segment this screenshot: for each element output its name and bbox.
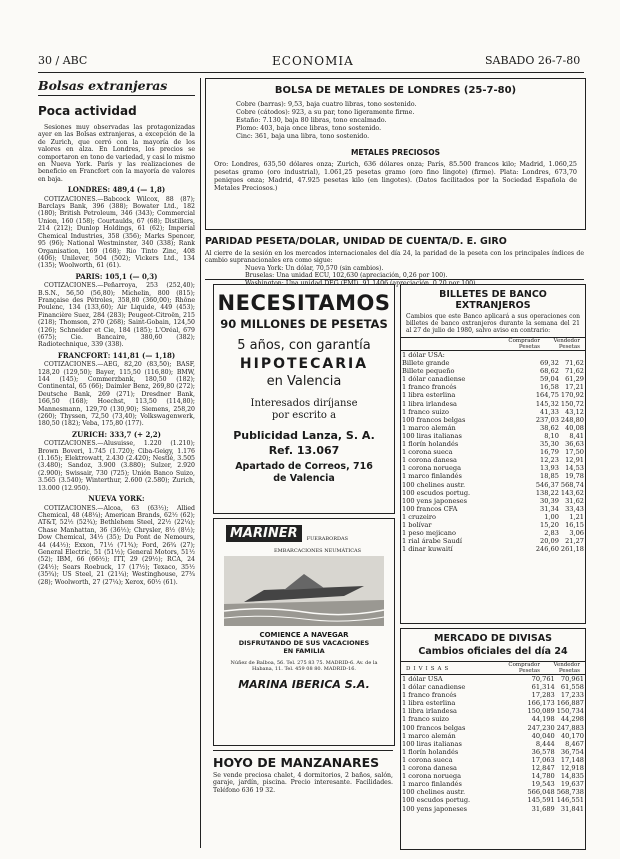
table-row — [401, 456, 585, 464]
cell-label: 100 francos belgas — [402, 723, 466, 732]
cell-buy: 13,93 — [540, 464, 559, 473]
ad-title-2: 90 MILLONES DE PESETAS — [220, 317, 388, 331]
billetes-title-1: BILLETES DE BANCO — [439, 289, 547, 300]
cell-sell: 17,148 — [560, 755, 584, 764]
bolsas-kicker: Bolsas extranjeras — [38, 78, 195, 96]
mariner-ad — [213, 518, 395, 746]
table-row — [401, 359, 585, 367]
cell-sell: 247,883 — [556, 723, 584, 732]
billetes-title-2: EXTRANJEROS — [455, 300, 531, 311]
cell-buy: 145,32 — [535, 399, 559, 408]
ad-line-6: Interesados diríjanse — [250, 398, 358, 409]
billetes-text: Cambios que este Banco aplicará a sus operaciones con billetes de banco extranjeros durante la semana del 21 al 27 de julio de 1980, salvo aviso en contrario: — [406, 313, 580, 334]
billetes-col-sell: Vendedor — [553, 338, 580, 344]
cell-label: 100 chelines austr. — [402, 480, 466, 489]
table-row — [401, 545, 585, 553]
cell-buy: 30,39 — [540, 496, 559, 505]
cell-label: 1 florín holandés — [402, 747, 459, 756]
cell-label: 100 escudos portug. — [402, 488, 471, 497]
cell-sell: 261,18 — [560, 545, 584, 554]
cell-sell: 61,29 — [565, 375, 584, 384]
cell-buy: 145,591 — [527, 796, 555, 805]
cell-sell: 31,841 — [560, 804, 584, 813]
table-row — [401, 529, 585, 537]
cell-buy: 38,62 — [540, 423, 559, 432]
cell-label: 1 peso mejicano — [402, 529, 457, 538]
cell-sell: 150,72 — [560, 399, 584, 408]
table-row — [401, 691, 585, 699]
metales-title: BOLSA DE METALES DE LONDRES (25-7-80) — [274, 85, 517, 96]
paridad-item: Nueva York: Un dólar, 70,570 (sin cambios). — [245, 264, 384, 272]
cell-label: 100 liras italianas — [402, 431, 462, 440]
paridad-item: Bruselas: Una unidad ECU, 102,630 (apreciación, 0,26 por 100). — [245, 272, 448, 280]
cell-label: 100 escudos portug. — [402, 796, 471, 805]
table-row — [401, 537, 585, 545]
table-row — [401, 780, 585, 788]
cell-sell: 19,78 — [565, 472, 584, 481]
table-row — [401, 740, 585, 748]
table-row — [401, 408, 585, 416]
cell-label: 1 dólar USA — [402, 675, 443, 683]
cell-buy: 166,173 — [527, 699, 555, 708]
hoyo-block — [213, 750, 393, 849]
cell-label: 1 libra esterlina — [402, 391, 456, 400]
cell-buy: 164,75 — [535, 391, 559, 400]
cell-sell: 36,63 — [565, 440, 584, 449]
table-row — [401, 505, 585, 513]
cell-sell: 143,62 — [560, 488, 584, 497]
billetes-box — [400, 284, 586, 624]
cell-sell: 568,738 — [556, 788, 584, 797]
table-row — [401, 748, 585, 756]
cell-buy: 20,09 — [540, 537, 559, 546]
cell-buy: 546,37 — [535, 480, 559, 489]
paridad-rule — [205, 279, 584, 280]
billetes-unit: Pesetas — [518, 344, 540, 350]
ad-line-3: 5 años, con garantía — [237, 338, 371, 353]
cell-sell: 40,08 — [565, 423, 584, 432]
cell-label: 100 yens japoneses — [402, 496, 468, 505]
cell-label: 1 libra irlandesa — [402, 399, 457, 408]
cell-buy: 566,048 — [527, 788, 555, 797]
paridad-block — [205, 236, 584, 280]
cell-label: 100 francos CFA — [402, 504, 458, 513]
table-row — [401, 497, 585, 505]
cell-buy: 14,780 — [531, 772, 555, 781]
paris-head: PARIS: 105,1 (— 0,3) — [75, 271, 158, 281]
cell-buy: 8,444 — [535, 739, 555, 748]
cell-label: 1 corona danesa — [402, 456, 457, 465]
cell-sell: 12,918 — [560, 764, 584, 773]
cell-label: 1 corona noruega — [402, 772, 462, 781]
marina-iberica-logo: MARINA IBERICA S.A. — [238, 678, 370, 691]
ad-line-5: en Valencia — [266, 374, 342, 389]
metal-line: Estaño: 7.130, baja 80 libras, tono encalmado. — [236, 116, 387, 124]
cell-buy: 237,03 — [535, 415, 559, 424]
cell-buy: 41,33 — [540, 407, 559, 416]
cell-label: 1 rial árabe Saudí — [402, 537, 462, 546]
cell-buy: 12,847 — [531, 764, 555, 773]
table-row — [401, 796, 585, 804]
table-row — [401, 715, 585, 723]
cell-label: 1 franco suizo — [402, 407, 450, 416]
mariner-line-1: EMBARCACIONES NEUMÁTICAS — [274, 548, 362, 554]
table-row — [401, 351, 585, 359]
cell-label: 1 franco francés — [402, 383, 457, 392]
cell-sell: 61,558 — [560, 683, 584, 692]
bolsas-title: Poca actividad — [38, 104, 137, 118]
ad-line-4: HIPOTECARIA — [239, 356, 369, 372]
divisas-col-buy: Comprador — [508, 662, 540, 668]
cell-sell: 40,170 — [560, 731, 584, 740]
hoyo-text: Se vende preciosa chalet, 4 dormitorios, 2 baños, salón, garaje, jardín, piscina. Precio interesante. Facilidades. Teléfono 636 19 32. — [213, 772, 393, 794]
cell-sell: 17,233 — [560, 691, 584, 700]
cell-buy: 69,32 — [540, 359, 559, 368]
table-row — [401, 481, 585, 489]
cell-buy: 17,283 — [531, 691, 555, 700]
paridad-title: PARIDAD PESETA/DOLAR, UNIDAD DE CUENTA/D. E. GIRO — [205, 236, 507, 247]
zurich-body: COTIZACIONES.—Alusuisse, 1.220 (1.210); Brown Boveri, 1.745 (1.720); Ciba-Geigy, 1.176 (1.165); Elektrowatt, 2.430 (2.420); Nestlé, 3.505 (3.480); Sandoz, 3.900 (3.880); Sulzer, 2.920 (2.900); Swissair, 730 (725); Unión Banco Suizo, 3.565 (3.540); Winterthur, 2.600 (2.580); Zurich, 13.000 (12.950). — [38, 440, 195, 492]
cell-sell: 170,92 — [560, 391, 584, 400]
cell-label: 1 corona sueca — [402, 448, 453, 457]
billetes-unit: Pesetas — [558, 344, 580, 350]
cell-buy: 59,04 — [540, 375, 559, 384]
cell-buy: 40,040 — [531, 731, 555, 740]
table-row — [401, 367, 585, 375]
cell-label: 1 franco suizo — [402, 715, 450, 724]
cell-buy: 138,22 — [535, 488, 559, 497]
table-row — [401, 805, 585, 813]
cell-buy: 16,58 — [540, 383, 559, 392]
ad-title-1: NECESITAMOS — [217, 291, 391, 315]
newyork-body: COTIZACIONES.—Alcoa, 63 (63½); Allied Chemical, 48 (48¼); American Brands, 62½ (62); AT&T, 52½ (52¾); Bethlehem Steel, 22½ (22¼); Chase Manhattan, 36 (36½); Chrysler, 8½ (8½); Dow Chemical, 34½ (35); Du Pont de Nemours, 44 (44½); Exxon, 71½ (71¾); Ford, 26¾ (27); General Electric, 51 (51½); General Motors, 51½ (52); IBM, 66 (66½); ITT, 29 (29½); RCA, 24 (24½); Sears Roebuck, 17 (17½); Texaco, 35½ (35¾); US Steel, 21 (21¼); Westinghouse, 27¾ (28); Woolworth, 27 (27¼); Xerox, 60½ (61). — [38, 504, 195, 586]
cell-sell: 248,80 — [560, 415, 584, 424]
table-row — [401, 707, 585, 715]
billetes-col-buy: Comprador — [508, 338, 540, 344]
table-row — [401, 464, 585, 472]
cell-buy: 246,60 — [535, 545, 559, 554]
cell-buy: 12,23 — [540, 456, 559, 465]
cell-sell: 150,734 — [556, 707, 584, 716]
cell-label: 1 marco finlandés — [402, 472, 462, 481]
cell-label: 1 marco finlandés — [402, 780, 462, 789]
section-title: ECONOMIA — [272, 54, 354, 68]
paridad-text: Al cierre de la sesión en los mercados internacionales del día 24, la paridad de la peseta con los principales índices de cambio supranacionales era como sigue: — [205, 250, 584, 265]
mariner-logo: MARINER — [226, 525, 302, 542]
mariner-slogan-1: COMIENCE A NAVEGAR — [259, 631, 349, 639]
cell-label: 100 yens japoneses — [402, 804, 468, 813]
cell-sell: 8,41 — [569, 431, 584, 440]
cell-sell: 33,43 — [565, 504, 584, 513]
cell-label: 1 franco francés — [402, 691, 457, 700]
cell-sell: 71,62 — [565, 367, 584, 376]
cell-sell: 17,21 — [565, 383, 584, 392]
cell-sell: 70,961 — [560, 675, 584, 683]
table-row — [401, 489, 585, 497]
cell-buy: 1,00 — [544, 512, 559, 521]
cell-buy: 2,83 — [544, 529, 559, 538]
boat-photo — [224, 556, 384, 626]
cell-buy: 18,85 — [540, 472, 559, 481]
cell-buy: 44,198 — [531, 715, 555, 724]
table-row — [401, 788, 585, 796]
table-row — [401, 400, 585, 408]
cell-sell: 1,21 — [569, 512, 584, 521]
divisas-table — [401, 675, 585, 813]
bolsas-column — [38, 78, 195, 848]
cell-buy: 35,30 — [540, 440, 559, 449]
cell-label: 100 chelines austr. — [402, 788, 466, 797]
cell-buy: 17,063 — [531, 755, 555, 764]
hoyo-title: HOYO DE MANZANARES — [213, 755, 380, 770]
cell-label: 1 libra irlandesa — [402, 707, 457, 716]
cell-sell — [560, 351, 585, 359]
newyork-head: NUEVA YORK: — [88, 494, 145, 504]
cell-sell: 14,53 — [565, 464, 584, 473]
cell-buy: 36,578 — [531, 747, 555, 756]
frankfurt-head: FRANCFORT: 141,81 (— 1,18) — [57, 350, 176, 360]
table-row — [401, 724, 585, 732]
header-rule — [38, 72, 584, 73]
page-number: 30 / ABC — [38, 54, 88, 67]
divisas-col-head: DIVISAS — [406, 666, 452, 672]
divisas-unit: Pesetas — [518, 668, 540, 674]
cell-sell: 3,06 — [569, 529, 584, 538]
cell-label: 1 corona noruega — [402, 464, 462, 473]
table-row — [401, 472, 585, 480]
divisas-title: MERCADO DE DIVISAS — [434, 633, 552, 644]
preciosos-text: Oro: Londres, 635,50 dólares onza; Zurich, 636 dólares onza; París, 85.500 francos kilo; Madrid, 1.060,25 pesetas gramo (oro industrial), 1.061,25 pesetas gramo (oro fino lingote) (firme). Plata: Londres, 673,70 peniques onza; Madrid, 47.925 pesetas kilo (en lingotes). (Datos facilitados por la Sociedad Española de Metales Preciosos.) — [214, 160, 577, 192]
cell-buy: 16,79 — [540, 448, 559, 457]
divisas-subtitle: Cambios oficiales del día 24 — [418, 646, 568, 657]
cell-label: 1 corona danesa — [402, 764, 457, 773]
metal-line: Cobre (cátodos): 923, a su par, tono ligeramente firme. — [236, 108, 415, 116]
cell-sell: 8,467 — [565, 739, 584, 748]
ad-line-7: por escrito a — [271, 410, 337, 421]
cell-sell: 43,12 — [565, 407, 584, 416]
cell-label: 1 marco alemán — [402, 731, 456, 740]
table-row — [401, 772, 585, 780]
cell-buy: 68,62 — [540, 367, 559, 376]
table-row — [401, 513, 585, 521]
london-body: COTIZACIONES.—Babcock Wilcox, 88 (87); Barclays Bank, 396 (388); Bowater Ltd., 182 (180); British Petroleum, 346 (343); Commercial Union, 160 (158); Courtaulds, 67 (68); Distillers, 214 (212); Dunlop Holdings, 61 (62); Imperial Chemical Industries, 358 (356); Marks Spencer, 95 (96); National Westminster, 340 (338); Rank Organisation, 169 (168); Rio Tinto Zinc, 408 (406); Unilever, 504 (502); Vickers Ltd., 134 (135); Woolworth, 61 (61). — [38, 195, 195, 270]
table-row — [401, 683, 585, 691]
zurich-head: ZURICH: 333,7 (+ 2,2) — [72, 429, 161, 439]
cell-buy: 19,543 — [531, 780, 555, 789]
cell-sell: 17,50 — [565, 448, 584, 457]
cell-sell: 71,62 — [565, 359, 584, 368]
cell-sell: 31,62 — [565, 496, 584, 505]
preciosos-title: METALES PRECIOSOS — [350, 148, 441, 157]
cell-label: 1 dólar canadiense — [402, 375, 466, 384]
table-row — [401, 375, 585, 383]
column-divider — [200, 78, 201, 848]
mariner-sub: FUERABORDAS — [306, 536, 349, 542]
cell-label: Billete grande — [402, 359, 450, 368]
table-row — [401, 699, 585, 707]
cell-label: 1 florín holandés — [402, 440, 459, 449]
billetes-table — [401, 351, 585, 553]
cell-buy — [535, 351, 560, 359]
cell-buy: 15,20 — [540, 520, 559, 529]
table-row — [401, 440, 585, 448]
table-row — [401, 521, 585, 529]
cell-sell: 166,887 — [556, 699, 584, 708]
divisas-col-sell: Vendedor — [553, 662, 580, 668]
mariner-slogan-3: EN FAMILIA — [283, 647, 325, 655]
table-row — [401, 448, 585, 456]
cell-buy: 8,10 — [544, 431, 559, 440]
ad-line-10: Apartado de Correos, 716 — [235, 461, 373, 472]
cell-label: 1 bolívar — [402, 520, 432, 529]
divisas-unit: Pesetas — [558, 668, 580, 674]
cell-label: 1 cruzeiro — [402, 512, 436, 521]
table-row — [401, 764, 585, 772]
table-row — [401, 416, 585, 424]
cell-sell: 12,91 — [565, 456, 584, 465]
bolsas-intro: Sesiones muy observadas las protagonizadas ayer en las Bolsas extranjeras, a excepción de la de Zurich, que cerró con la mayoría de los valores en alza. En Londres, los precios se comportaron en tono de variedad, y casi lo mismo en Nueva York. París y las realizaciones de beneficio en Francfort con la mayoría de valores en baja. — [38, 124, 195, 183]
cell-sell: 44,298 — [560, 715, 584, 724]
cell-buy: 150,089 — [527, 707, 555, 716]
cell-label: 1 dólar USA: — [402, 351, 445, 359]
cell-sell: 568,74 — [560, 480, 584, 489]
metal-line: Cobre (barras): 9,53, baja cuatro libras, tono sostenido. — [236, 100, 417, 108]
paris-body: COTIZACIONES.—Peñarroya, 253 (252,40); B.S.N., 56,50 (56,80); Michelin, 800 (815); Française des Pétroles, 358,80 (360,00); Rhône Poulenc, 134 (133,60); Air Liquide, 449 (453); Financière Suez, 284 (283); Peugeot-Citroën, 215 (218); Thomson, 270 (268); Saint-Gobain, 124,50 (126); Schneider et Cie, 184 (185); L'Oréal, 679 (675); Cie. Bancaire, 380,60 (382); Radiotechnique, 339 (338). — [38, 282, 195, 349]
table-row — [401, 383, 585, 391]
metales-box — [205, 78, 586, 230]
cell-buy: 70,761 — [531, 675, 555, 683]
frankfurt-body: COTIZACIONES.—AEG, 82,20 (83,50); BASF, 128,20 (129,50); Bayer, 115,50 (116,80); BMW, 144 (145); Commerzbank, 180,50 (182); Continental, 65 (66); Daimler Benz, 269,80 (272); Deutsche Bank, 269 (271); Dresdner Bank, 166,50 (168); Hoechst, 113,50 (114,80); Mannesmann, 129,70 (130,90); Siemens, 258,20 (260); Thyssen, 72,50 (73,40); Volkswagenwerk, 180,50 (182); Veba, 175,80 (177). — [38, 361, 195, 428]
ad-line-11: de Valencia — [273, 473, 335, 484]
metal-line: Plomo: 403, baja once libras, tono sostenido. — [236, 124, 382, 132]
cell-label: 1 corona sueca — [402, 755, 453, 764]
cell-buy: 31,689 — [531, 804, 555, 813]
cell-buy: 247,230 — [527, 723, 555, 732]
lanza-ad — [213, 284, 395, 514]
table-row — [401, 732, 585, 740]
cell-label: Billete pequeño — [402, 367, 455, 376]
issue-date: SABADO 26-7-80 — [485, 54, 581, 67]
table-row — [401, 675, 585, 683]
cell-label: 1 dólar canadiense — [402, 683, 466, 692]
cell-sell: 21,27 — [565, 537, 584, 546]
ad-line-9: Ref. 13.067 — [268, 444, 340, 457]
cell-label: 100 francos belgas — [402, 415, 466, 424]
table-row — [401, 391, 585, 399]
cell-sell: 36,754 — [560, 747, 584, 756]
mariner-address: Núñez de Balboa, 56. Tel. 275 83 75. MADRID-6. Av. de la Habana, 11. Tel. 459 08 80. MADRID-16. — [230, 660, 378, 672]
mariner-slogan-2: DISFRUTANDO DE SUS VACACIONES — [238, 639, 370, 647]
cell-label: 1 marco alemán — [402, 423, 456, 432]
table-row — [401, 756, 585, 764]
cell-label: 1 dinar kuwaití — [402, 545, 453, 554]
divisas-box — [400, 628, 586, 850]
cell-sell: 16,15 — [565, 520, 584, 529]
cell-label: 1 libra esterlina — [402, 699, 456, 708]
table-row — [401, 432, 585, 440]
table-row — [401, 424, 585, 432]
cell-buy: 61,314 — [531, 683, 555, 692]
cell-sell: 19,637 — [560, 780, 584, 789]
london-head: LONDRES: 489,4 (— 1,8) — [67, 185, 166, 195]
cell-buy: 31,34 — [540, 504, 559, 513]
cell-label: 100 liras italianas — [402, 739, 462, 748]
cell-sell: 14,835 — [560, 772, 584, 781]
ad-line-8: Publicidad Lanza, S. A. — [233, 429, 375, 442]
metal-line: Cinc: 361, baja una libra, tono sostenido. — [236, 132, 370, 140]
cell-sell: 146,551 — [556, 796, 584, 805]
